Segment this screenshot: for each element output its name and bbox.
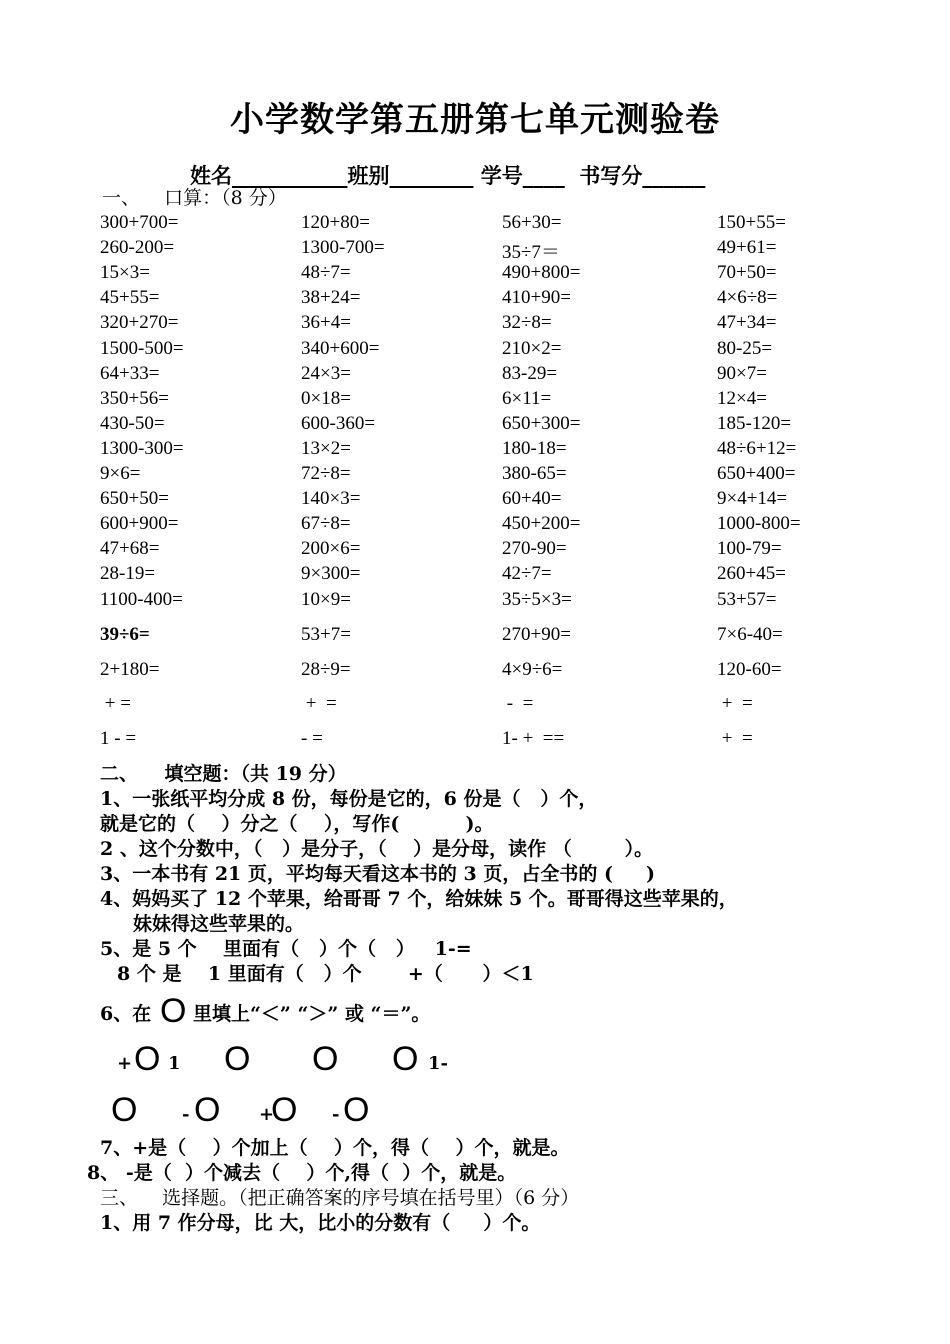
student-info-line: 姓名___________班别________ 学号____ 书写分______ — [190, 163, 706, 188]
compare-7-prefix: + — [259, 1104, 275, 1125]
calc-item: 70+50= — [717, 262, 777, 284]
calc-item: 48÷7= — [301, 262, 351, 284]
calc-item: 35÷5×3= — [502, 588, 572, 610]
calc-item: 36+4= — [301, 312, 351, 334]
compare-2-circle[interactable]: O — [224, 1040, 251, 1078]
calc-item: 67÷8= — [301, 513, 351, 535]
calc-item: 39÷6= — [100, 624, 150, 645]
section-3-question-1: 1、用 7 作分母，比 大，比小的分数有（ ）个。 — [100, 1212, 541, 1234]
calc-item: 650+50= — [100, 488, 169, 510]
calc-item: 1500-500= — [100, 337, 184, 359]
calc-item: 1300-300= — [100, 437, 184, 459]
comparison-circle-icon: O — [160, 992, 187, 1030]
calc-item: 53+7= — [301, 624, 351, 645]
calc-item: 9×4+14= — [717, 488, 788, 510]
compare-1-suffix: 1 — [168, 1053, 181, 1074]
calc-item: 600-360= — [301, 412, 376, 434]
calc-item: 60+40= — [502, 488, 562, 510]
calc-item: 1- + == — [502, 727, 565, 749]
calc-item: 2+180= — [100, 658, 160, 680]
calc-item: 150+55= — [717, 212, 786, 233]
calc-item: 47+68= — [100, 538, 160, 560]
calc-item: 24×3= — [301, 362, 351, 384]
question-4-line-2: 妹妹得这些苹果的。 — [133, 913, 305, 935]
compare-6-prefix: - — [182, 1104, 190, 1125]
compare-8-circle[interactable]: O — [343, 1091, 370, 1129]
calc-item: 32÷8= — [502, 312, 552, 334]
calc-item: 350+56= — [100, 387, 169, 409]
calc-item: + = — [301, 693, 337, 714]
calc-item: - = — [502, 693, 534, 714]
calc-item: 80-25= — [717, 337, 773, 359]
calc-item: - = — [301, 727, 323, 749]
calc-item: 13×2= — [301, 437, 351, 459]
calc-item: 210×2= — [502, 337, 562, 359]
calc-item: 12×4= — [717, 387, 767, 409]
calc-item: 48÷6+12= — [717, 437, 797, 459]
question-5-line-1: 5、是 5 个 里面有（ ）个（ ） 1-= — [100, 938, 472, 960]
calc-item: 15×3= — [100, 262, 150, 284]
calc-item: 45+55= — [100, 287, 160, 309]
calc-item: 650+400= — [717, 463, 796, 484]
calc-item: 1100-400= — [100, 588, 183, 610]
calc-item: 120+80= — [301, 212, 370, 233]
calc-item: 320+270= — [100, 312, 179, 334]
calc-item: 4×6÷8= — [717, 287, 778, 309]
calc-item: 64+33= — [100, 362, 160, 384]
question-4-line-1: 4、妈妈买了 12 个苹果，给哥哥 7 个，给妹妹 5 个。哥哥得这些苹果的， — [100, 888, 738, 910]
question-7: 7、+是（ ）个加上（ ）个，得（ ）个，就是。 — [100, 1137, 570, 1159]
calc-item: 53+57= — [717, 588, 777, 610]
question-1-line-1: 1、一张纸平均分成 8 份，每份是它的，6 份是（ ）个， — [100, 788, 598, 810]
calc-item: 9×300= — [301, 563, 361, 585]
compare-4-circle[interactable]: O — [392, 1040, 419, 1078]
calc-item: 270+90= — [502, 624, 571, 645]
page-title: 小学数学第五册第七单元测验卷 — [230, 100, 720, 140]
compare-4-suffix: 1- — [428, 1053, 448, 1074]
calc-item: 47+34= — [717, 312, 777, 334]
calc-item: 200×6= — [301, 538, 361, 560]
calc-item: 83-29= — [502, 362, 558, 384]
calc-item: 35÷7＝ — [502, 242, 560, 264]
section-1-header: 一、 口算：（8 分） — [102, 187, 287, 209]
calc-item: 120-60= — [717, 658, 782, 680]
calc-item: 49+61= — [717, 237, 777, 259]
calc-item: 140×3= — [301, 488, 361, 510]
compare-7-circle[interactable]: O — [271, 1091, 298, 1129]
calc-item: 185-120= — [717, 412, 792, 434]
calc-item: + = — [100, 693, 131, 714]
question-5-line-2: 8 个 是 1 里面有（ ）个 +（ ）＜1 — [117, 963, 534, 985]
question-6-instruction: 里填上“＜” “＞” 或 “＝”。 — [193, 1003, 431, 1025]
calc-item: 340+600= — [301, 337, 380, 359]
calc-item: 260+45= — [717, 563, 786, 585]
calc-item: 450+200= — [502, 513, 581, 535]
compare-1-prefix: + — [117, 1053, 133, 1074]
question-1-line-2: 就是它的（ ）分之（ ），写作( )。 — [100, 813, 494, 835]
compare-5-circle[interactable]: O — [111, 1091, 138, 1129]
calc-item: 430-50= — [100, 412, 165, 434]
calc-item: 28÷9= — [301, 658, 351, 680]
calc-item: 490+800= — [502, 262, 581, 284]
calc-item: + = — [717, 727, 753, 749]
question-2: 2 、这个分数中，（ ）是分子，（ ）是分母，读作 （ ）。 — [100, 838, 654, 860]
section-2-header: 二、 填空题：（共 19 分） — [100, 763, 347, 785]
calc-item: 7×6-40= — [717, 624, 783, 645]
calc-item: 0×18= — [301, 387, 351, 409]
section-3-header: 三、 选择题。（把正确答案的序号填在括号里）（6 分） — [100, 1187, 580, 1209]
calc-item: 38+24= — [301, 287, 361, 309]
calc-item: 600+900= — [100, 513, 179, 535]
calc-item: 650+300= — [502, 412, 581, 434]
calc-item: 1 - = — [100, 727, 137, 749]
question-3: 3、一本书有 21 页，平均每天看这本书的 3 页，占全书的 ( ) — [100, 863, 656, 885]
calc-item: 260-200= — [100, 237, 175, 259]
calc-item: 4×9÷6= — [502, 658, 563, 680]
calc-item: 90×7= — [717, 362, 767, 384]
calc-item: 28-19= — [100, 563, 156, 585]
calc-item: 300+700= — [100, 212, 179, 233]
calc-item: 270-90= — [502, 538, 567, 560]
calc-item: + = — [717, 693, 753, 714]
calc-item: 1000-800= — [717, 513, 801, 535]
calc-item: 10×9= — [301, 588, 351, 610]
calc-item: 410+90= — [502, 287, 571, 309]
calc-item: 6×11= — [502, 387, 552, 409]
compare-6-circle[interactable]: O — [194, 1091, 221, 1129]
calc-item: 380-65= — [502, 463, 567, 484]
calc-item: 100-79= — [717, 538, 782, 560]
calc-item: 1300-700= — [301, 237, 385, 259]
compare-1-circle[interactable]: O — [134, 1040, 161, 1078]
calc-item: 9×6= — [100, 463, 141, 484]
calc-item: 56+30= — [502, 212, 562, 233]
question-8: 8、 -是（ ）个减去（ ）个,得（ ）个，就是。 — [87, 1162, 517, 1184]
calc-item: 72÷8= — [301, 463, 351, 484]
calc-item: 42÷7= — [502, 563, 552, 585]
compare-8-prefix: - — [332, 1104, 340, 1125]
compare-3-circle[interactable]: O — [312, 1040, 339, 1078]
calc-item: 180-18= — [502, 437, 567, 459]
question-6-prefix: 6、在 — [100, 1003, 152, 1025]
